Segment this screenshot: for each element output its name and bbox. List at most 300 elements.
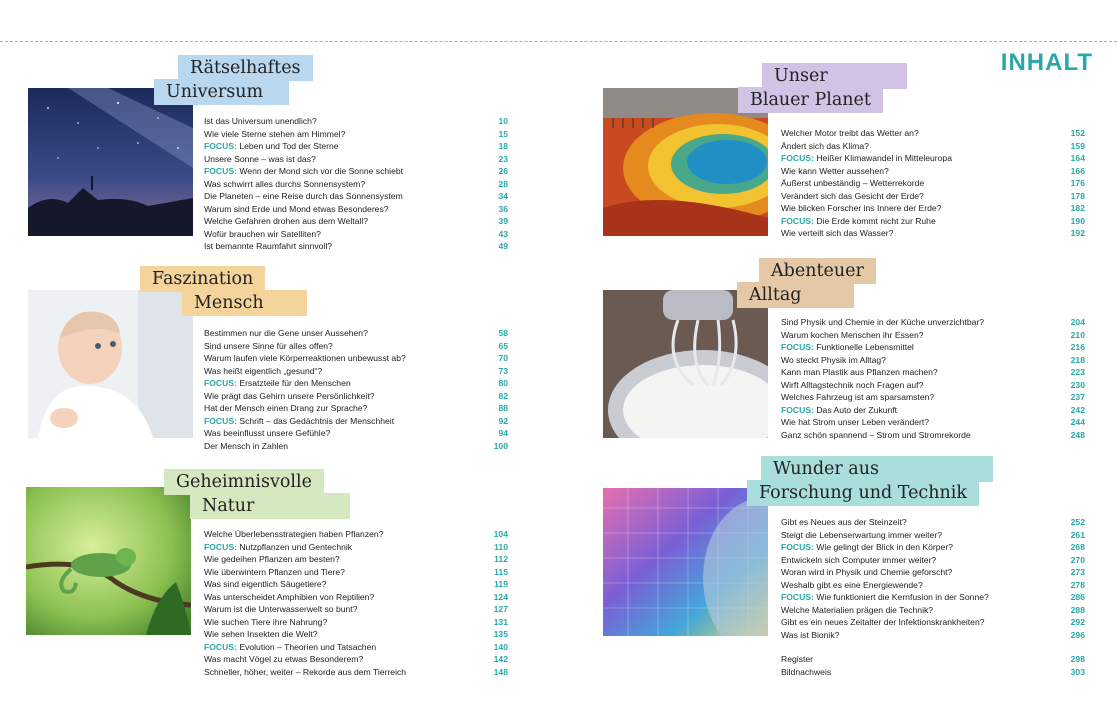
toc-list xyxy=(204,327,508,452)
page-number: 34 xyxy=(498,191,508,201)
page-number: 49 xyxy=(498,241,508,251)
title-line-1: Faszination xyxy=(140,266,265,292)
entry-title xyxy=(204,377,351,390)
toc-entry[interactable] xyxy=(781,329,1085,342)
entry-text: Wie gelingt der Blick in den Körper? xyxy=(813,542,953,552)
page-number: 237 xyxy=(1070,392,1085,402)
toc-entry[interactable] xyxy=(204,616,508,629)
page-number: 110 xyxy=(494,541,508,552)
page-number: 273 xyxy=(1070,567,1085,577)
toc-entry[interactable] xyxy=(204,340,508,353)
page-number: 15 xyxy=(498,128,508,139)
entry-title xyxy=(781,202,942,215)
toc-entry[interactable] xyxy=(781,152,1085,165)
entry-text: Bildnachweis xyxy=(781,666,832,677)
focus-label: FOCUS: xyxy=(204,141,237,151)
page-number: 176 xyxy=(1070,178,1085,188)
entry-text: Was macht Vögel zu etwas Besonderem? xyxy=(204,654,364,664)
page-number: 58 xyxy=(498,328,508,338)
toc-entry[interactable] xyxy=(204,578,508,591)
page-number: 218 xyxy=(1070,354,1085,365)
entry-text: Welche Überlebensstrategien haben Pflanzen? xyxy=(204,529,384,539)
toc-entry[interactable] xyxy=(204,541,508,554)
entry-text: Wie funktioniert die Kernfusion in der Sonne? xyxy=(813,592,989,602)
entry-title xyxy=(781,541,953,554)
entry-title xyxy=(204,553,340,566)
title-line-1: Rätselhaftes xyxy=(178,55,313,81)
entry-title xyxy=(204,653,363,666)
title-line-1: Geheimnisvolle xyxy=(164,469,324,495)
appendix-entry[interactable] xyxy=(781,653,1085,666)
toc-entry[interactable] xyxy=(781,629,1085,642)
entry-text: Was schwirrt alles durchs Sonnensystem? xyxy=(204,178,366,189)
entry-title xyxy=(781,429,971,442)
toc-entry[interactable] xyxy=(781,379,1085,392)
entry-text: Wie blicken Forscher ins Innere der Erde? xyxy=(781,203,942,213)
entry-text: Der Mensch in Zahlen xyxy=(204,440,289,451)
toc-entry[interactable] xyxy=(204,190,508,203)
entry-title xyxy=(204,390,375,403)
entry-title xyxy=(204,440,288,453)
page-number: 252 xyxy=(1070,517,1085,527)
toc-entry[interactable] xyxy=(781,404,1085,417)
page-number: 286 xyxy=(1070,592,1085,602)
entry-title xyxy=(781,653,813,666)
entry-title xyxy=(204,203,389,216)
entry-text: Gibt es Neues aus der Steinzeit? xyxy=(781,517,907,527)
entry-text: Ganz schön spannend – Strom und Stromrekorde xyxy=(781,429,971,440)
toc-entry[interactable] xyxy=(781,190,1085,203)
toc-entry[interactable] xyxy=(204,128,508,141)
toc-entry[interactable] xyxy=(781,177,1085,190)
page-number: 204 xyxy=(1070,317,1085,327)
toc-entry[interactable] xyxy=(781,316,1085,329)
page-number: 18 xyxy=(498,141,508,151)
entry-title xyxy=(204,190,403,203)
page-number: 230 xyxy=(1070,379,1085,390)
toc-entry[interactable] xyxy=(781,616,1085,629)
toc-entry[interactable] xyxy=(204,240,508,253)
toc-entry[interactable] xyxy=(204,528,508,541)
page-number: 278 xyxy=(1070,579,1085,590)
entry-title xyxy=(781,629,839,642)
page-number: 73 xyxy=(498,365,508,376)
toc-entry[interactable] xyxy=(204,140,508,153)
section-universum xyxy=(28,55,518,251)
page-number: 148 xyxy=(493,666,508,677)
toc-entry[interactable] xyxy=(204,402,508,415)
entry-title xyxy=(781,591,989,604)
entry-text: Warum sind Erde und Mond etwas Besonderes? xyxy=(204,203,389,214)
toc-list xyxy=(781,127,1085,240)
entry-title xyxy=(204,327,368,340)
entry-text: Sind Physik und Chemie in der Küche unverzichtbar? xyxy=(781,317,985,327)
entry-text: Wie sehen Insekten die Welt? xyxy=(204,629,318,639)
title-line-2: Mensch xyxy=(182,290,307,316)
page-number: 159 xyxy=(1070,140,1085,151)
appendix-list xyxy=(781,653,1085,678)
focus-label: FOCUS: xyxy=(204,415,237,426)
entry-text: Funktionelle Lebensmittel xyxy=(813,342,914,352)
entry-title xyxy=(204,165,403,178)
entry-title xyxy=(204,402,367,415)
entry-text: Warum ist die Unterwasserwelt so bunt? xyxy=(204,604,358,614)
entry-text: Warum laufen viele Körperreaktionen unbewusst ab? xyxy=(204,353,406,363)
entry-title xyxy=(781,379,923,392)
section-title xyxy=(154,55,301,107)
entry-text: Wie hat Strom unser Leben verändert? xyxy=(781,417,930,427)
title-line-2: Blauer Planet xyxy=(738,87,883,113)
title-line-2: Alltag xyxy=(737,282,854,308)
toc-entry[interactable] xyxy=(781,566,1085,579)
entry-text: Was sind eigentlich Säugetiere? xyxy=(204,579,327,589)
entry-text: Wie gedeihen Pflanzen am besten? xyxy=(204,554,340,564)
entry-title xyxy=(781,354,886,367)
title-line-1: Unser xyxy=(762,63,907,89)
toc-entry[interactable] xyxy=(781,391,1085,404)
page-number: 298 xyxy=(1070,654,1085,664)
page-number: 261 xyxy=(1070,529,1085,540)
entry-text: Wie suchen Tiere ihre Nahrung? xyxy=(204,616,328,627)
entry-title xyxy=(781,666,831,679)
toc-entry[interactable] xyxy=(204,440,508,453)
toc-entry[interactable] xyxy=(781,554,1085,567)
entry-text: Schrift – das Gedächtnis der Menschheit xyxy=(236,415,395,426)
section-forschung-technik xyxy=(603,456,1093,686)
page-number: 10 xyxy=(498,116,508,126)
section-title xyxy=(737,258,864,310)
entry-title xyxy=(204,140,339,153)
entry-title xyxy=(781,215,936,228)
focus-label: FOCUS: xyxy=(204,641,237,652)
entry-title xyxy=(204,365,322,378)
entry-text: Was beeinflusst unsere Gefühle? xyxy=(204,428,331,438)
entry-title xyxy=(204,616,327,629)
page-number: 164 xyxy=(1070,153,1085,163)
toc-entry[interactable] xyxy=(781,165,1085,178)
toc-entry[interactable] xyxy=(781,341,1085,354)
toc-entry[interactable] xyxy=(204,415,508,428)
entry-text: Leben und Tod der Sterne xyxy=(236,141,339,151)
page-number: 288 xyxy=(1070,604,1085,615)
entry-title xyxy=(781,416,929,429)
page-number: 80 xyxy=(498,378,508,388)
page-number: 190 xyxy=(1070,215,1085,226)
toc-entry[interactable] xyxy=(781,604,1085,617)
entry-text: Ersatzteile für den Menschen xyxy=(236,378,351,388)
entry-title xyxy=(781,140,869,153)
page-number: 23 xyxy=(498,153,508,164)
toc-entry[interactable] xyxy=(204,178,508,191)
page-number: 178 xyxy=(1070,190,1085,201)
entry-title xyxy=(781,604,933,617)
entry-title xyxy=(781,152,952,165)
entry-text: Verändert sich das Gesicht der Erde? xyxy=(781,190,924,201)
section-title xyxy=(140,266,265,318)
entry-text: Warum kochen Menschen ihr Essen? xyxy=(781,329,924,340)
toc-entry[interactable] xyxy=(204,653,508,666)
silicon-wafer-photo xyxy=(603,488,768,636)
toc-entry[interactable] xyxy=(781,416,1085,429)
toc-entry[interactable] xyxy=(781,591,1085,604)
entry-text: Das Auto der Zukunft xyxy=(813,404,898,415)
page-number: 119 xyxy=(494,579,508,589)
toc-entry[interactable] xyxy=(204,566,508,579)
whisk-photo xyxy=(603,290,768,438)
page-number: 242 xyxy=(1070,404,1085,415)
page-number: 135 xyxy=(493,629,508,639)
title-line-2: Universum xyxy=(154,79,289,105)
toc-list xyxy=(781,316,1085,441)
entry-text: Sind unsere Sinne für alles offen? xyxy=(204,340,333,351)
entry-title xyxy=(781,329,924,342)
entry-text: Evolution – Theorien und Tatsachen xyxy=(236,641,377,652)
page-number: 216 xyxy=(1070,342,1085,352)
page-number: 270 xyxy=(1070,554,1085,565)
section-title xyxy=(747,456,979,508)
section-natur xyxy=(26,469,516,677)
entry-text: Register xyxy=(781,654,813,664)
entry-title xyxy=(781,579,923,592)
entry-text: Entwickeln sich Computer immer weiter? xyxy=(781,554,937,565)
entry-title xyxy=(204,566,345,579)
entry-text: Die Planeten – eine Reise durch das Sonnensystem xyxy=(204,191,403,201)
entry-title xyxy=(781,177,924,190)
toc-entry[interactable] xyxy=(204,553,508,566)
entry-title xyxy=(781,566,952,579)
page-number: 127 xyxy=(493,604,508,614)
page-number: 88 xyxy=(498,403,508,413)
entry-text: Steigt die Lebenserwartung immer weiter? xyxy=(781,529,942,540)
page-number: 223 xyxy=(1070,367,1085,377)
toc-entry[interactable] xyxy=(781,202,1085,215)
entry-title xyxy=(204,427,330,440)
toc-entry[interactable] xyxy=(781,215,1085,228)
entry-text: Gibt es ein neues Zeitalter der Infektionskrankheiten? xyxy=(781,617,985,627)
focus-label: FOCUS: xyxy=(781,592,814,602)
entry-title xyxy=(204,528,383,541)
page-number: 296 xyxy=(1070,629,1085,640)
toc-entry[interactable] xyxy=(204,327,508,340)
entry-title xyxy=(204,666,406,679)
entry-title xyxy=(781,616,985,629)
appendix-entry[interactable] xyxy=(781,666,1085,679)
page-number: 124 xyxy=(493,591,508,602)
entry-text: Unsere Sonne – was ist das? xyxy=(204,153,316,164)
entry-text: Heißer Klimawandel in Mitteleuropa xyxy=(813,153,952,163)
entry-title xyxy=(204,240,332,253)
toc-entry[interactable] xyxy=(204,153,508,166)
focus-label: FOCUS: xyxy=(781,342,814,352)
entry-text: Weshalb gibt es eine Energiewende? xyxy=(781,579,923,590)
entry-title xyxy=(204,153,316,166)
entry-title xyxy=(781,404,897,417)
entry-text: Kann man Plastik aus Pflanzen machen? xyxy=(781,367,938,377)
page-number: 39 xyxy=(498,216,508,226)
focus-label: FOCUS: xyxy=(781,404,814,415)
page-number: 65 xyxy=(498,340,508,351)
entry-text: Wo steckt Physik im Alltag? xyxy=(781,354,886,365)
page-number: 303 xyxy=(1070,666,1085,677)
entry-title xyxy=(204,352,406,365)
entry-title xyxy=(204,628,318,641)
toc-entry[interactable] xyxy=(781,429,1085,442)
page-number: 36 xyxy=(498,203,508,214)
toc-entry[interactable] xyxy=(204,215,508,228)
section-title xyxy=(738,63,883,115)
toc-list xyxy=(204,528,508,678)
entry-title xyxy=(781,190,924,203)
toc-entry[interactable] xyxy=(204,352,508,365)
entry-text: Was heißt eigentlich „gesund“? xyxy=(204,365,323,376)
toc-entry[interactable] xyxy=(781,541,1085,554)
entry-text: Welche Materialien prägen die Technik? xyxy=(781,604,934,615)
page-number: 292 xyxy=(1070,617,1085,627)
page-number: 70 xyxy=(498,353,508,363)
toc-entry[interactable] xyxy=(204,427,508,440)
toc-entry[interactable] xyxy=(204,603,508,616)
section-alltag xyxy=(603,258,1093,448)
section-mensch xyxy=(28,266,518,456)
entry-text: Wie kann Wetter aussehen? xyxy=(781,165,889,176)
page-number: 192 xyxy=(1070,228,1085,238)
toc-entry[interactable] xyxy=(781,127,1085,140)
entry-text: Ist bemannte Raumfahrt sinnvoll? xyxy=(204,241,333,251)
page-number: 268 xyxy=(1070,542,1085,552)
toc-entry[interactable] xyxy=(204,390,508,403)
entry-text: Wie prägt das Gehirn unsere Persönlichkeit? xyxy=(204,390,375,401)
entry-title xyxy=(781,316,984,329)
page-number: 140 xyxy=(493,641,508,652)
page-number: 82 xyxy=(498,390,508,401)
entry-text: Ist das Universum unendlich? xyxy=(204,116,317,126)
toc-entry[interactable] xyxy=(204,666,508,679)
page-number: 244 xyxy=(1070,417,1085,427)
entry-text: Was ist Bionik? xyxy=(781,629,840,640)
toc-list xyxy=(204,115,508,253)
page-number: 26 xyxy=(498,166,508,176)
entry-text: Ändert sich das Klima? xyxy=(781,140,869,151)
entry-text: Wirft Alltagstechnik noch Fragen auf? xyxy=(781,379,924,390)
entry-text: Schneller, höher, weiter – Rekorde aus dem Tierreich xyxy=(204,666,407,677)
page-number: 142 xyxy=(493,654,508,664)
entry-text: Wofür brauchen wir Satelliten? xyxy=(204,228,321,239)
focus-label: FOCUS: xyxy=(781,542,814,552)
entry-title xyxy=(204,591,374,604)
entry-title xyxy=(204,128,345,141)
entry-title xyxy=(204,415,394,428)
page-number: 112 xyxy=(494,554,508,564)
entry-title xyxy=(781,127,919,140)
entry-title xyxy=(781,554,936,567)
title-line-1: Abenteuer xyxy=(759,258,876,284)
entry-text: Äußerst unbeständig – Wetterrekorde xyxy=(781,178,925,188)
entry-text: Was unterscheidet Amphibien von Reptilien? xyxy=(204,591,375,602)
contents-heading: INHALT xyxy=(1000,49,1093,76)
entry-text: Bestimmen nur die Gene unser Aussehen? xyxy=(204,328,368,338)
entry-text: Nutzpflanzen und Gentechnik xyxy=(236,541,353,552)
focus-label: FOCUS: xyxy=(204,166,237,176)
entry-text: Wie überwintern Pflanzen und Tiere? xyxy=(204,566,345,577)
page-number: 115 xyxy=(494,566,508,577)
entry-title xyxy=(204,228,321,241)
entry-text: Wie viele Sterne stehen am Himmel? xyxy=(204,128,346,139)
page-number: 43 xyxy=(498,228,508,239)
focus-label: FOCUS: xyxy=(781,153,814,163)
entry-title xyxy=(781,516,907,529)
entry-text: Die Erde kommt nicht zur Ruhe xyxy=(813,215,936,226)
entry-title xyxy=(781,341,914,354)
focus-label: FOCUS: xyxy=(204,378,237,388)
toc-entry[interactable] xyxy=(781,516,1085,529)
page-number: 28 xyxy=(498,178,508,189)
entry-title xyxy=(204,178,365,191)
entry-title xyxy=(781,391,934,404)
toc-entry[interactable] xyxy=(781,354,1085,367)
page-number: 94 xyxy=(498,428,508,438)
toc-entry[interactable] xyxy=(781,227,1085,240)
toc-entry[interactable] xyxy=(781,366,1085,379)
entry-text: Welcher Motor treibt das Wetter an? xyxy=(781,128,919,138)
entry-title xyxy=(204,641,376,654)
toc-entry[interactable] xyxy=(204,628,508,641)
focus-label: FOCUS: xyxy=(204,541,237,552)
entry-title xyxy=(781,165,889,178)
page-number: 104 xyxy=(493,529,508,539)
toc-entry[interactable] xyxy=(204,115,508,128)
toc-entry[interactable] xyxy=(204,591,508,604)
entry-text: Hat der Mensch einen Drang zur Sprache? xyxy=(204,403,368,413)
section-title xyxy=(164,469,324,521)
toc-entry[interactable] xyxy=(204,203,508,216)
focus-label: FOCUS: xyxy=(781,215,814,226)
page-number: 152 xyxy=(1070,128,1085,138)
entry-text: Wenn der Mond sich vor die Sonne schiebt xyxy=(236,166,404,176)
page-number: 182 xyxy=(1070,203,1085,213)
toc-entry[interactable] xyxy=(204,165,508,178)
page-number: 131 xyxy=(493,616,508,627)
title-line-2: Natur xyxy=(190,493,350,519)
page-number: 92 xyxy=(498,415,508,426)
entry-title xyxy=(204,541,352,554)
page-number: 100 xyxy=(493,440,508,451)
section-blauer-planet xyxy=(603,63,1093,253)
entry-title xyxy=(204,603,357,616)
toc-entry[interactable] xyxy=(781,529,1085,542)
page-number: 210 xyxy=(1070,329,1085,340)
toc-entry[interactable] xyxy=(204,641,508,654)
entry-title xyxy=(781,227,893,240)
entry-text: Welches Fahrzeug ist am sparsamsten? xyxy=(781,392,935,402)
title-line-2: Forschung und Technik xyxy=(747,480,979,506)
entry-text: Welche Gefahren drohen aus dem Weltall? xyxy=(204,216,369,226)
entry-title xyxy=(781,366,938,379)
toc-entry[interactable] xyxy=(781,140,1085,153)
entry-title xyxy=(204,115,317,128)
night-sky-photo xyxy=(28,88,193,236)
entry-title xyxy=(781,529,942,542)
entry-title xyxy=(204,578,326,591)
page-number: 166 xyxy=(1070,165,1085,176)
entry-text: Woran wird in Physik und Chemie geforscht? xyxy=(781,567,953,577)
toc-entry[interactable] xyxy=(204,377,508,390)
toc-entry[interactable] xyxy=(204,228,508,241)
toc-entry[interactable] xyxy=(781,579,1085,592)
top-dashed-rule xyxy=(0,41,1117,42)
entry-title xyxy=(204,215,368,228)
page-number: 248 xyxy=(1070,429,1085,440)
toc-entry[interactable] xyxy=(204,365,508,378)
